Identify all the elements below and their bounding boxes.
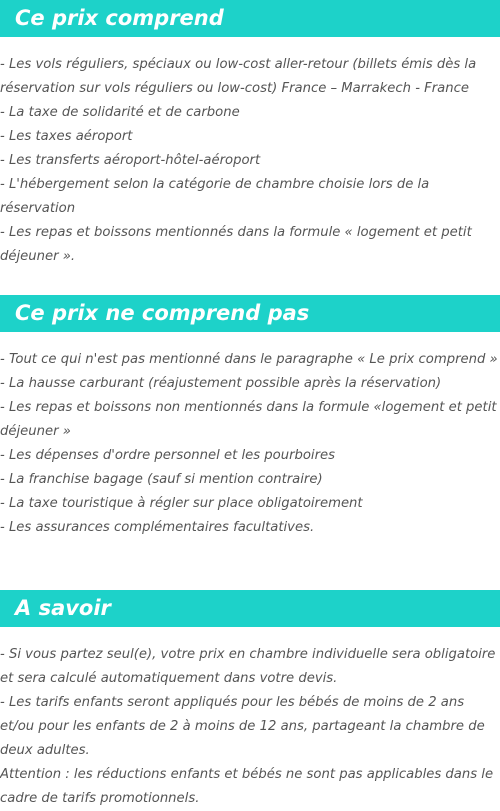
list-item: - La taxe de solidarité et de carbone [0,105,240,120]
list-item: - Les vols réguliers, spéciaux ou low-cost aller-retour (billets émis dès la réservation sur vols réguliers ou low-cost) France – Marrakech - France [0,57,477,96]
section-body-not-included [0,348,500,540]
section-body-good-to-know [0,643,500,811]
section-body-included [0,53,500,269]
list-item: - Les transferts aéroport-hôtel-aéroport [0,153,261,168]
list-item: - Tout ce qui n'est pas mentionné dans le paragraphe « Le prix comprend » [0,352,498,367]
section-header-not-included: Ce prix ne comprend pas [0,295,500,332]
list-item: - Si vous partez seul(e), votre prix en chambre individuelle sera obligatoire et sera calculé automatiquement dans votre devis. [0,647,496,686]
section-header-included: Ce prix comprend [0,0,500,37]
list-item: - Les taxes aéroport [0,129,133,144]
list-item: - Les dépenses d'ordre personnel et les pourboires [0,448,336,463]
list-item: - Les tarifs enfants seront appliqués pour les bébés de moins de 2 ans et/ou pour les enfants de 2 à moins de 12 ans, partageant la chambre de deux adultes. [0,695,485,758]
list-item: - L'hébergement selon la catégorie de chambre choisie lors de la réservation [0,177,430,216]
section-header-good-to-know: A savoir [0,590,500,627]
list-item: - La taxe touristique à régler sur place obligatoirement [0,496,363,511]
list-item: Attention : les réductions enfants et bébés ne sont pas applicables dans le cadre de tarifs promotionnels. [0,767,494,806]
list-item: - Les repas et boissons mentionnés dans la formule « logement et petit déjeuner ». [0,225,472,264]
list-item: - La hausse carburant (réajustement possible après la réservation) [0,376,442,391]
list-item: - La franchise bagage (sauf si mention contraire) [0,472,323,487]
list-item: - Les repas et boissons non mentionnés dans la formule «logement et petit déjeuner » [0,400,497,439]
list-item: - Les assurances complémentaires facultatives. [0,520,315,535]
